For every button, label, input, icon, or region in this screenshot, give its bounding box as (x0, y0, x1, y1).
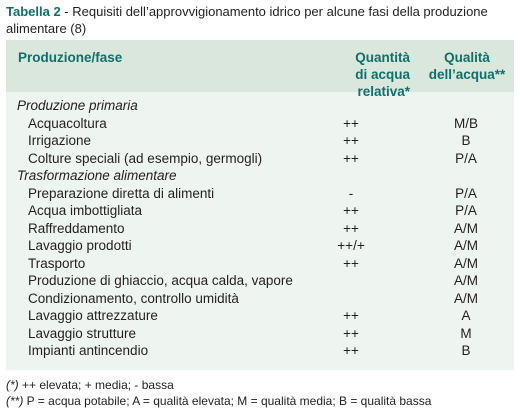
table-header (6, 40, 514, 99)
header-quantity (306, 49, 410, 100)
production-phase-cell: Impianti antincendio (28, 343, 149, 358)
section-heading: Produzione primaria (17, 98, 138, 113)
table-row (6, 325, 514, 343)
note-quality-legend (6, 393, 514, 409)
quality-cell: A/M (453, 290, 478, 306)
table-row (6, 307, 514, 325)
table-caption (6, 3, 514, 37)
quality-cell: M (460, 325, 472, 341)
production-phase-cell: Produzione di ghiaccio, acqua calda, vapore (28, 273, 293, 288)
production-phase-cell: Condizionamento, controllo umidità (28, 290, 239, 306)
section-heading-row (6, 167, 514, 185)
header-quality-line1: Qualità (444, 50, 490, 65)
table-row (6, 115, 514, 133)
quantity-cell: ++ (343, 220, 359, 236)
table-row (6, 202, 514, 220)
production-phase-cell: Lavaggio attrezzature (28, 308, 158, 323)
table-row (6, 290, 514, 308)
quantity-cell: ++ (343, 343, 359, 358)
quality-cell: A/M (453, 273, 478, 288)
note-text: P = acqua potabile; A = qualità elevata; M = qualità media; B = qualità bassa (23, 394, 432, 408)
note-quantity-legend (6, 377, 514, 393)
production-phase-cell: Trasporto (28, 255, 86, 271)
production-phase-cell: Irrigazione (28, 133, 92, 148)
production-phase-cell: Raffreddamento (28, 220, 125, 236)
section-heading: Trasformazione alimentare (17, 168, 177, 183)
production-phase-cell: Lavaggio strutture (28, 325, 137, 341)
quality-cell: A/M (453, 220, 478, 236)
table-row (6, 150, 514, 168)
quality-cell: M/B (453, 115, 478, 131)
quality-cell: B (461, 343, 471, 358)
quality-cell: P/A (455, 203, 477, 218)
quantity-cell: ++ (343, 255, 359, 271)
table-body (6, 97, 514, 360)
header-quantity-line1: Quantità (355, 50, 410, 65)
production-phase-cell: Preparazione diretta di alimenti (28, 185, 215, 201)
caption-label: Tabella 2 (6, 4, 61, 19)
section-heading-row (6, 97, 514, 115)
header-quantity-line2: di acqua relativa* (355, 67, 410, 99)
caption-text: - Requisiti dell’approvvigionamento idrico per alcune fasi della produzione alimentare (8) (6, 4, 488, 36)
quantity-cell: - (348, 185, 354, 201)
production-phase-cell: Acquacoltura (28, 115, 107, 131)
table-notes (6, 377, 514, 409)
table-row (6, 342, 514, 360)
water-requirements-table (6, 40, 514, 370)
quantity-cell: ++ (343, 325, 359, 341)
note-mark: (**) (6, 394, 24, 408)
quantity-cell: ++ (343, 150, 359, 166)
quality-cell: A/M (453, 238, 478, 253)
table-row (6, 272, 514, 290)
quality-cell: P/A (455, 150, 477, 166)
table-row (6, 255, 514, 273)
quality-cell: P/A (455, 185, 477, 201)
quality-cell: B (461, 133, 471, 148)
production-phase-cell: Lavaggio prodotti (28, 238, 132, 253)
quantity-cell: ++ (343, 308, 359, 323)
note-text: ++ elevata; + media; - bassa (18, 378, 174, 392)
header-quality (426, 49, 508, 83)
quality-cell: A/M (453, 255, 478, 271)
table-row (6, 237, 514, 255)
production-phase-cell: Acqua imbottigliata (28, 203, 143, 218)
quantity-cell: ++ (343, 115, 359, 131)
table-row (6, 220, 514, 238)
table-row (6, 132, 514, 150)
production-phase-cell: Colture speciali (ad esempio, germogli) (28, 150, 263, 166)
quality-cell: A (461, 308, 471, 323)
quantity-cell: ++ (343, 203, 359, 218)
table-row (6, 185, 514, 203)
quantity-cell: ++/+ (337, 238, 365, 253)
note-mark: (*) (6, 378, 19, 392)
header-production: Produzione/fase (18, 50, 123, 65)
header-quality-line2: dell’acqua** (428, 67, 506, 82)
quantity-cell: ++ (343, 133, 359, 148)
